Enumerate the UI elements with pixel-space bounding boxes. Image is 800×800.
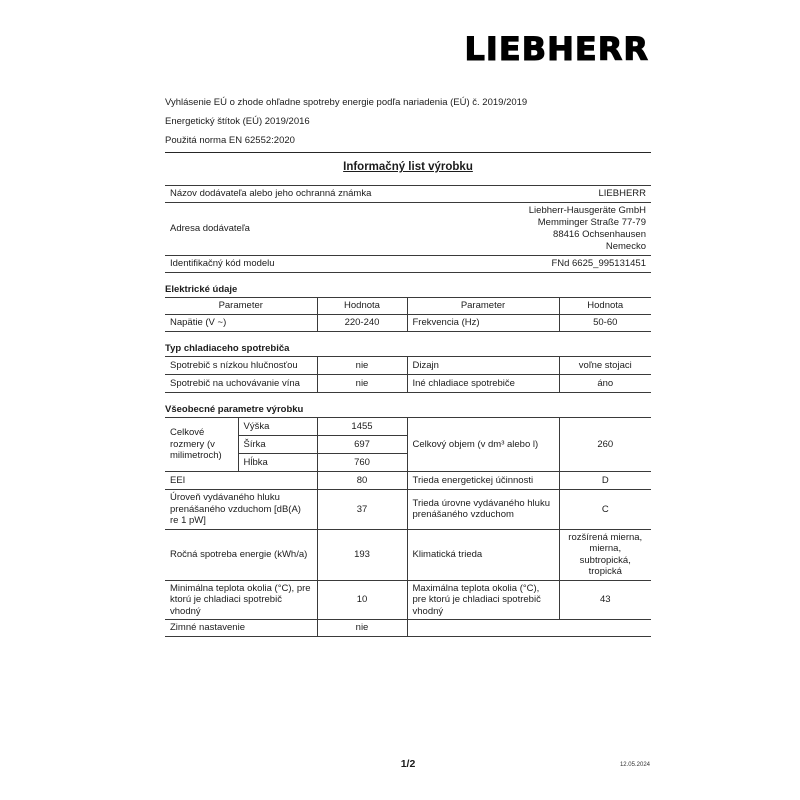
value-cell — [559, 529, 651, 580]
address-line: Nemecko — [605, 241, 646, 252]
param-cell: Spotrebič na uchovávanie vína — [165, 375, 317, 393]
cell-value — [432, 203, 651, 256]
climate-class-line: subtropická, — [579, 554, 631, 566]
table-row — [165, 418, 651, 436]
param-cell: Úroveň vydávaného hluku prenášaného vzduchom [dB(A) re 1 pW] — [165, 490, 317, 530]
param-cell: EEI — [165, 472, 317, 490]
table-row — [165, 490, 651, 530]
table-row — [165, 472, 651, 490]
supplier-table — [165, 185, 651, 273]
value-cell: 80 — [317, 472, 407, 490]
table-header-row — [165, 298, 651, 315]
table-row — [165, 375, 651, 393]
climate-class-line: tropická — [588, 566, 622, 577]
param-cell: Výška — [238, 418, 317, 436]
value-cell: 1455 — [317, 418, 407, 436]
section-heading-electrical: Elektrické údaje — [165, 284, 238, 295]
footer-page-number: 1/2 — [400, 758, 416, 770]
param-cell: Hĺbka — [238, 454, 317, 472]
param-cell: Trieda úrovne vydávaného hluku prenášaného vzduchom — [407, 490, 559, 530]
value-cell: voľne stojaci — [559, 357, 651, 375]
param-cell: Spotrebič s nízkou hlučnosťou — [165, 357, 317, 375]
param-cell: Zimné nastavenie — [165, 620, 317, 637]
value-cell: 220-240 — [317, 315, 407, 332]
param-cell: Napätie (V ~) — [165, 315, 317, 332]
header-cell: Parameter — [165, 298, 317, 315]
table-row — [165, 529, 651, 580]
table-row — [165, 620, 651, 637]
general-parameters-table — [165, 417, 651, 637]
cell-value: LIEBHERR — [432, 186, 651, 203]
value-cell: D — [559, 472, 651, 490]
header-cell: Hodnota — [317, 298, 407, 315]
param-cell: Minimálna teplota okolia (°C), pre ktorú je chladiaci spotrebič vhodný — [165, 580, 317, 620]
param-cell: Klimatická trieda — [407, 529, 559, 580]
value-cell: 260 — [559, 418, 651, 472]
header-cell: Hodnota — [559, 298, 651, 315]
address-line: Liebherr-Hausgeräte GmbH — [528, 205, 646, 216]
address-line: Memminger Straße 77-79 — [537, 217, 646, 228]
address-line: 88416 Ochsenhausen — [553, 229, 646, 240]
divider-line — [165, 152, 651, 153]
cell-value: FNd 6625_995131451 — [432, 256, 651, 273]
value-cell: 43 — [559, 580, 651, 620]
liebherr-logo: LIEBHERR — [464, 30, 649, 68]
value-cell: 10 — [317, 580, 407, 620]
param-cell: Šírka — [238, 436, 317, 454]
cell-label: Názov dodávateľa alebo jeho ochranná známka — [165, 186, 432, 203]
param-cell: Trieda energetickej účinnosti — [407, 472, 559, 490]
table-row — [165, 357, 651, 375]
table-row — [165, 203, 651, 256]
param-cell: Dizajn — [407, 357, 559, 375]
header-cell: Parameter — [407, 298, 559, 315]
value-cell: nie — [317, 375, 407, 393]
param-cell: Frekvencia (Hz) — [407, 315, 559, 332]
cell-label: Identifikačný kód modelu — [165, 256, 432, 273]
value-cell: 697 — [317, 436, 407, 454]
empty-cell — [407, 620, 651, 637]
table-row — [165, 256, 651, 273]
table-row — [165, 186, 651, 203]
param-cell: Maximálna teplota okolia (°C), pre ktorú je chladiaci spotrebič vhodný — [407, 580, 559, 620]
value-cell: nie — [317, 357, 407, 375]
param-cell: Celkové rozmery (v milimetroch) — [165, 418, 238, 472]
page-title: Informačný list výrobku — [343, 161, 473, 173]
value-cell: 37 — [317, 490, 407, 530]
intro-line: Použitá norma EN 62552:2020 — [165, 135, 295, 146]
climate-class-line: rozšírená mierna, — [568, 531, 643, 543]
section-heading-general: Všeobecné parametre výrobku — [165, 404, 304, 415]
value-cell: 760 — [317, 454, 407, 472]
page-content — [165, 0, 651, 637]
intro-line: Energetický štítok (EÚ) 2019/2016 — [165, 116, 310, 127]
value-cell: 193 — [317, 529, 407, 580]
value-cell: áno — [559, 375, 651, 393]
section-heading-appliance-type: Typ chladiaceho spotrebiča — [165, 343, 290, 354]
value-cell: nie — [317, 620, 407, 637]
electrical-table — [165, 297, 651, 332]
table-row — [165, 315, 651, 332]
param-cell: Ročná spotreba energie (kWh/a) — [165, 529, 317, 580]
cell-label: Adresa dodávateľa — [165, 203, 432, 256]
value-cell: C — [559, 490, 651, 530]
param-cell: Celkový objem (v dm³ alebo l) — [407, 418, 559, 472]
footer-date: 12.05.2024 — [619, 762, 650, 768]
table-row — [165, 580, 651, 620]
intro-block — [165, 93, 651, 150]
value-cell: 50-60 — [559, 315, 651, 332]
climate-class-line: mierna, — [589, 543, 622, 554]
intro-line: Vyhlásenie EÚ o zhode ohľadne spotreby energie podľa nariadenia (EÚ) č. 2019/2019 — [165, 97, 528, 108]
appliance-type-table — [165, 356, 651, 393]
param-cell: Iné chladiace spotrebiče — [407, 375, 559, 393]
